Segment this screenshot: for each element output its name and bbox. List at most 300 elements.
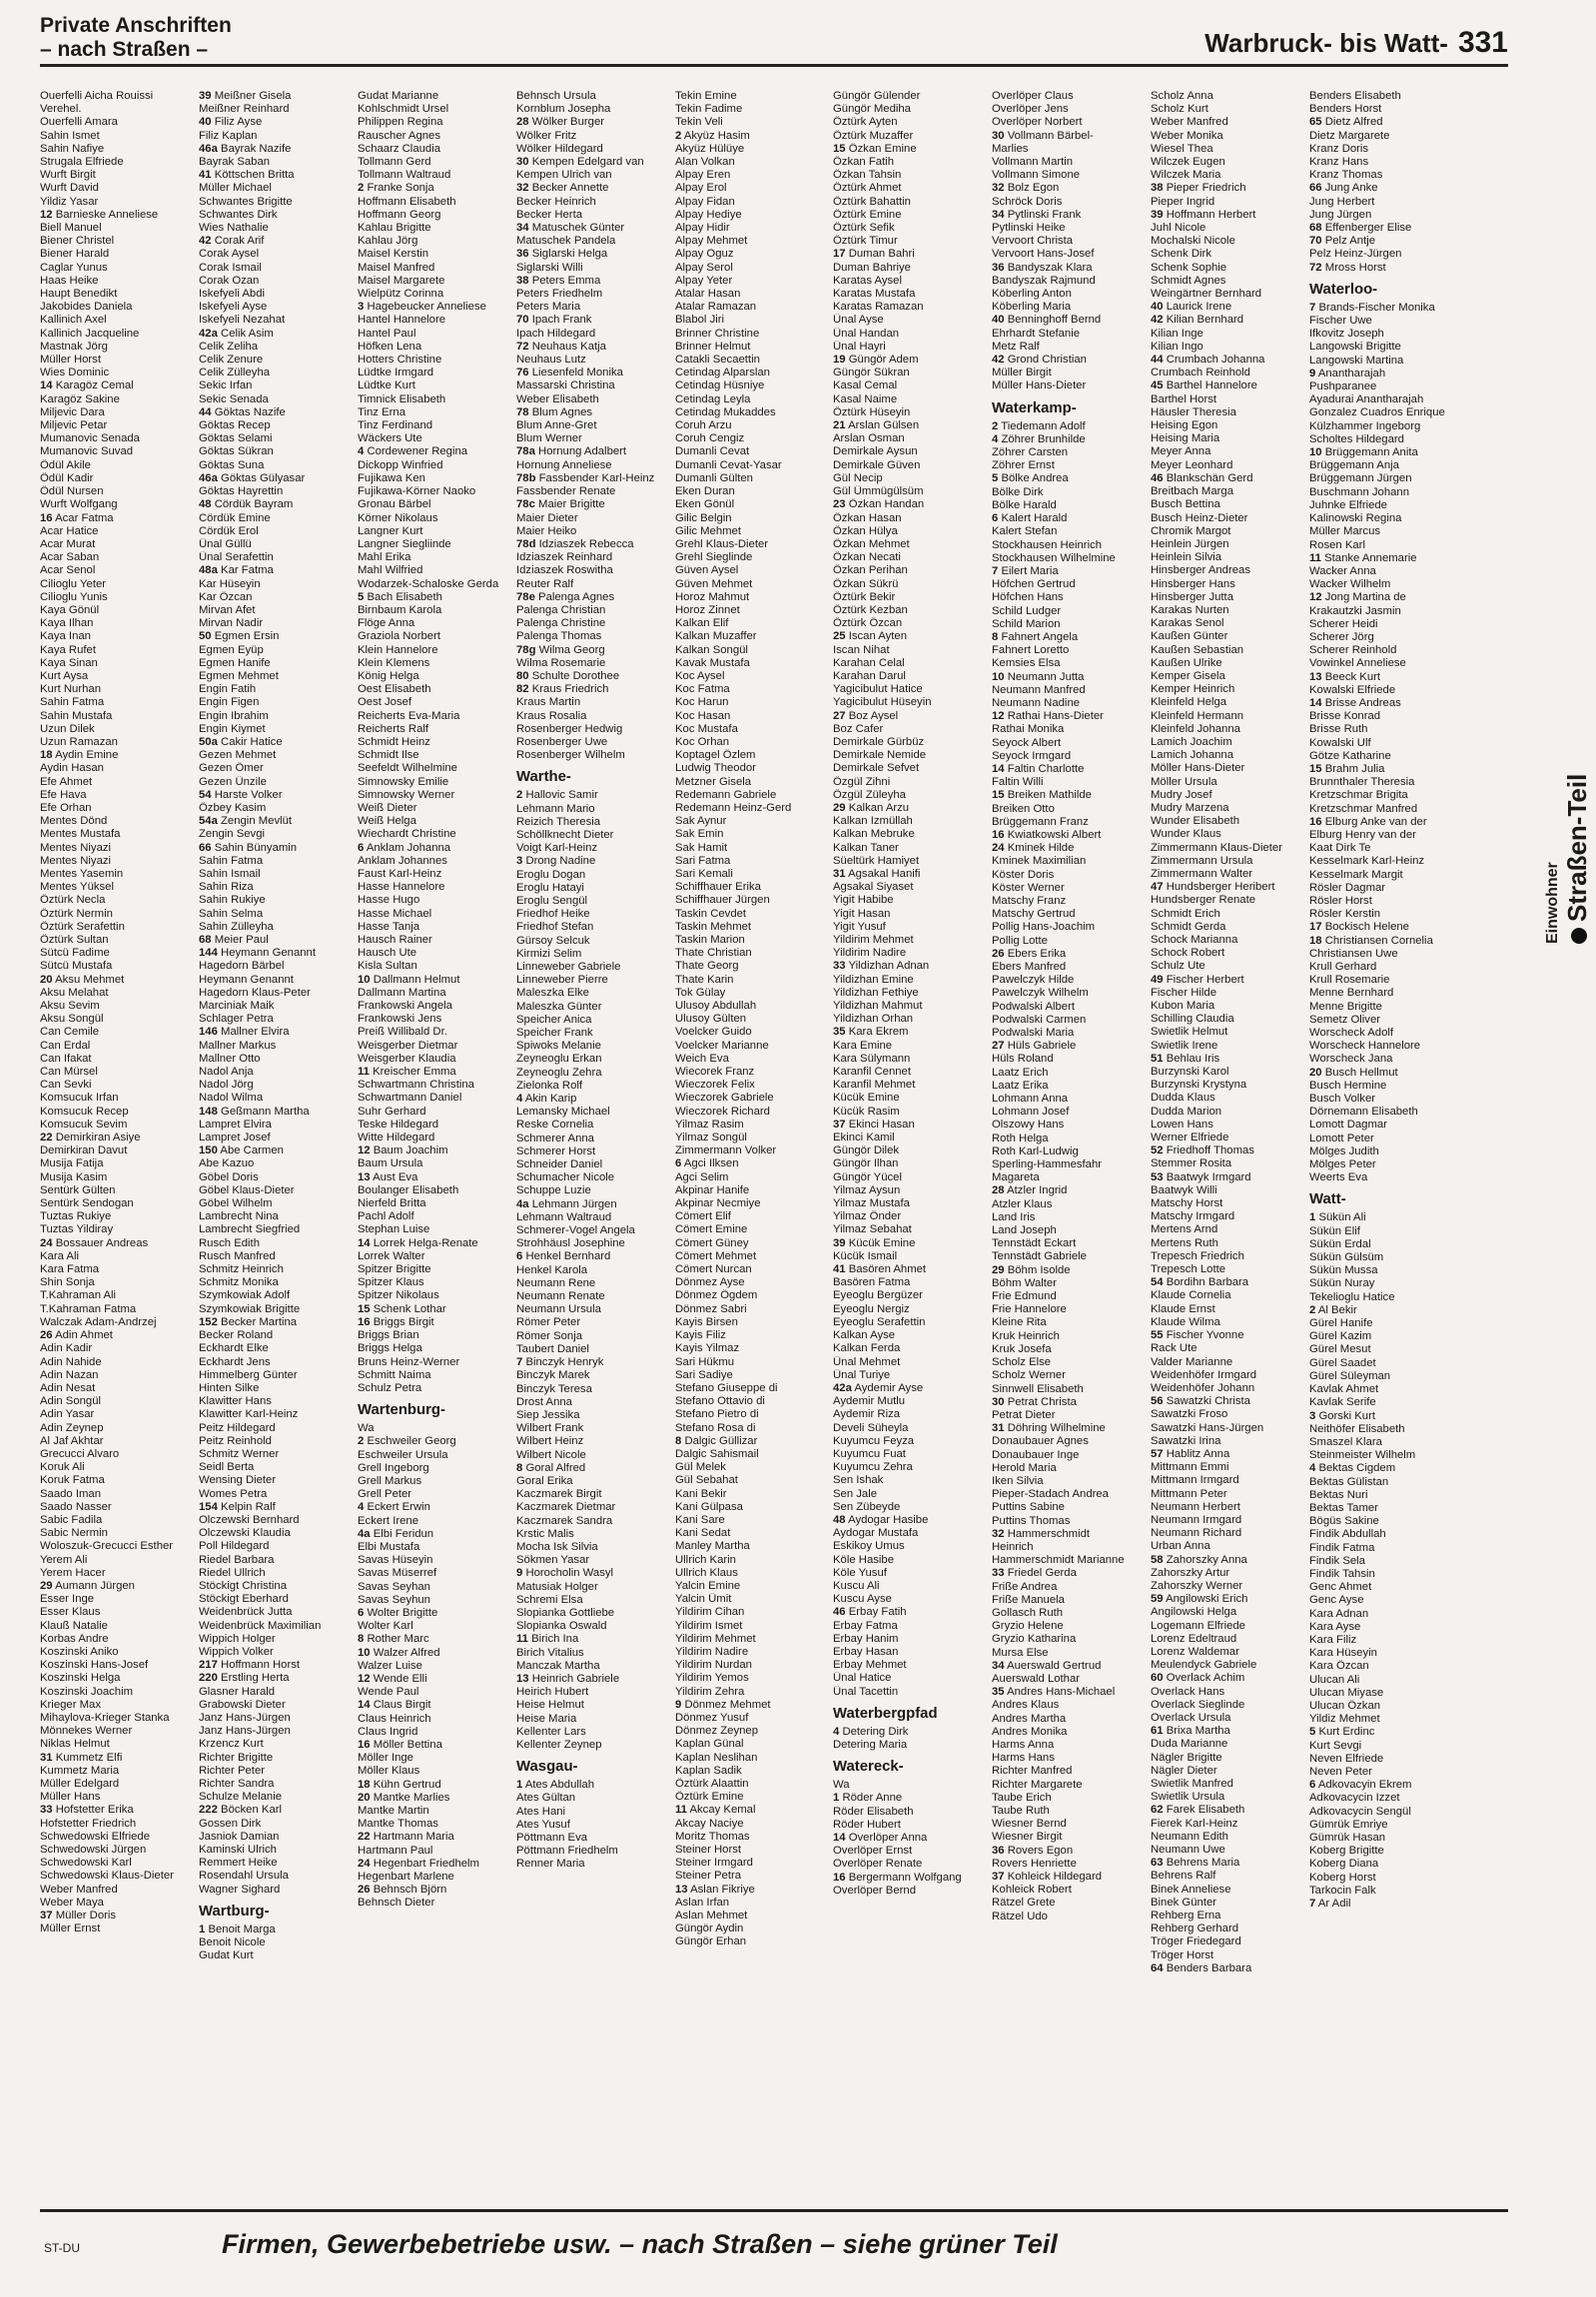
resident-entry: Ates Gültan [515,1792,575,1805]
resident-entry: Gürel Süleyman [1309,1369,1391,1382]
resident-entry: Sabic Fadila [40,1513,103,1526]
resident-entry: Schenk Dirk [1151,248,1212,261]
resident-entry: Kaplan Sadik [674,1764,742,1777]
resident-entry: Kohleick Robert [992,1884,1073,1897]
house-number: 12 [357,1145,371,1157]
resident-entry: Zimmermann Klaus-Dieter [1151,841,1283,854]
resident-entry: Bögüs Sakine [1309,1515,1379,1528]
resident-entry: Pelz Heinz-Jürgen [1309,248,1402,261]
resident-entry: Wiesel Thea [1151,142,1213,155]
resident-entry: Linneweber Gabriele [515,961,621,973]
resident-entry: Yilmaz Sebahat [833,1223,913,1236]
resident-entry: Can Cemile [40,1026,100,1039]
house-number: 10 [357,1646,371,1659]
resident-entry: Mallner Markus [198,1039,277,1052]
resident-entry: Kayis Birsen [674,1315,738,1328]
resident-entry: 15 Özkan Emine [833,142,918,155]
resident-entry: Kranz Hans [1309,156,1369,169]
resident-entry: Filiz Kaplan [198,129,258,142]
running-head-line2: – nach Straßen – [40,38,209,61]
resident-entry: Sak Hamit [674,841,727,854]
resident-entry: 10 Dallmann Helmut [357,973,460,986]
resident-entry: Mantke Thomas [357,1818,438,1831]
resident-entry: Flöge Anna [357,617,415,630]
resident-entry: Frie Hannelore [992,1303,1068,1316]
resident-entry: 53 Baatwyk Irmgard [1151,1170,1251,1183]
resident-entry: Eken Duran [674,485,735,498]
house-number: 48 [833,1513,847,1526]
resident-entry: Manczak Martha [515,1659,600,1672]
resident-entry: Özgül Züleyha [833,788,907,801]
house-number: 1 [515,1779,522,1792]
resident-entry: Kaya Sinan [40,656,98,669]
house-number: 11 [1309,551,1322,564]
resident-entry: 59 Angilowski Erich [1151,1593,1248,1606]
resident-entry: Maisel Manfred [357,261,435,274]
resident-entry: Sahin Selma [198,907,264,920]
resident-entry: Yilmaz Rasim [674,1118,744,1131]
resident-entry: 68 Effenberger Elise [1309,222,1412,235]
resident-entry: Wensing Dieter [198,1474,277,1487]
resident-entry: Trepesch Friedrich [1151,1249,1245,1262]
resident-entry: Komsucuk Sevim [40,1118,128,1131]
house-number: 17 [833,248,847,261]
street-range: Warbruck- bis Watt- [1204,28,1448,58]
resident-entry: Blum Anne-Gret [515,419,597,432]
resident-entry: Aydin Hasan [40,762,104,775]
resident-entry: 54 Harste Volker [198,788,283,801]
resident-entry: Richter Peter [198,1764,265,1777]
resident-entry: Nägler Dieter [1151,1764,1217,1777]
resident-entry: Esser Inge [40,1593,95,1606]
house-number: 52 [1151,1145,1164,1157]
house-number: 24 [992,842,1005,855]
resident-entry: Lamich Joachim [1151,735,1232,748]
resident-entry: Gryzio Helene [992,1620,1065,1633]
house-number: 46 [833,1606,847,1619]
resident-entry: Römer Peter [515,1316,580,1329]
resident-entry: Eroglu Hatayi [515,881,584,894]
resident-entry: Remmert Heike [198,1857,278,1870]
resident-entry: Weisgerber Klaudia [357,1052,456,1065]
resident-entry: Iken Silvia [992,1474,1044,1487]
resident-entry: Egmen Hanife [198,656,271,669]
resident-entry: Kaußen Sebastian [1151,643,1244,656]
resident-entry: Pushparanee [1309,381,1377,393]
resident-entry: 4a Elbi Feridun [357,1527,433,1540]
resident-entry: Kranz Thomas [1309,169,1383,182]
resident-entry: 26 Ebers Erika [992,947,1067,960]
resident-entry: Karanfil Cennet [833,1066,912,1079]
resident-entry: Erbay Mehmet [833,1659,908,1672]
resident-entry: Erbay Hasan [833,1645,899,1658]
resident-entry: Ünal Serafettin [198,551,274,564]
house-number: 42 [992,354,1005,367]
resident-entry: Matschy Horst [1151,1197,1223,1210]
resident-entry: Ulusoy Abdullah [674,1000,756,1013]
resident-entry: Öztürk Timur [833,235,899,248]
house-number: 22 [357,1831,371,1844]
resident-entry: Gilic Mehmet [674,524,741,537]
resident-entry: Thate Karin [674,973,734,986]
resident-entry: Rusch Edith [198,1236,260,1249]
resident-entry: Mönnekes Werner [40,1725,133,1738]
house-number: 37 [833,1118,847,1131]
house-number: 8 [674,1434,681,1447]
resident-entry: Womes Petra [198,1487,268,1500]
resident-entry: Alpay Fidan [674,195,735,208]
resident-entry: Yilmaz Önder [833,1210,902,1223]
resident-entry: 14 Claus Birgit [357,1699,431,1712]
house-number: 16 [833,1871,847,1884]
resident-entry: Tuztas Rukiye [40,1210,112,1223]
resident-entry: Pieper-Stadach Andrea [992,1488,1110,1501]
resident-entry: Sen Ishak [833,1474,884,1487]
resident-entry: Briggs Helga [357,1342,422,1355]
resident-entry: Sahin Rukiye [198,894,266,907]
resident-entry: Simnowsky Emilie [357,775,448,788]
resident-entry: Kuscu Ali [833,1579,880,1592]
resident-entry: Zöhrer Carsten [992,446,1069,459]
resident-entry: Rösler Dagmar [1309,881,1386,894]
section-tab-line2: Straßen-Teil [1562,773,1592,922]
resident-entry: Zielonka Rolf [515,1079,582,1092]
resident-entry: 33 Hofstetter Erika [40,1804,134,1817]
resident-entry: Bektas Tamer [1309,1501,1379,1514]
resident-entry: 28 Wölker Burger [515,116,604,129]
house-number: 34 [992,1659,1005,1672]
resident-entry: Hasse Hannelore [357,881,445,894]
resident-entry: 70 Pelz Antje [1309,235,1376,248]
resident-entry: Marciniak Maik [198,1000,275,1013]
house-number: 6 [1309,1779,1316,1792]
resident-entry: Wagner Sighard [198,1883,281,1896]
resident-entry: Cilioglu Yeter [40,577,107,590]
resident-entry: Krzencz Kurt [198,1738,264,1751]
resident-entry: Swietlik Manfred [1151,1778,1234,1790]
resident-entry: Kara Sülymann [833,1052,911,1065]
resident-entry: Wolter Karl [357,1620,413,1633]
resident-entry: Stöckigt Christina [198,1579,287,1592]
resident-entry: Langner Siegliinde [357,537,451,550]
resident-entry: Wodarzek-Schaloske Gerda [357,577,499,590]
house-number: 40 [992,314,1005,327]
resident-entry: 154 Kelpin Ralf [198,1500,276,1513]
resident-entry: Ehrhardt Stefanie [992,327,1081,340]
resident-entry: Fischer Uwe [1309,315,1372,328]
resident-entry: Kurt Aysa [40,669,89,682]
house-number: 72 [1309,261,1322,274]
resident-entry: Yagicibulut Hüseyin [833,696,932,709]
resident-entry: Wa [833,1779,851,1792]
resident-entry: 44 Göktas Nazife [198,405,286,418]
resident-entry: Adin Nahide [40,1355,102,1368]
resident-entry: Sawatzki Froso [1151,1408,1228,1421]
resident-entry: Özkan Hülya [833,524,899,537]
resident-entry: Can Erdal [40,1039,91,1052]
resident-entry: Cömert Mehmet [674,1249,756,1262]
resident-entry: 29 Aumann Jürgen [40,1579,135,1592]
resident-entry: 12 Baum Joachim [357,1145,448,1157]
resident-entry: Weerts Eva [1309,1171,1368,1184]
resident-entry: Weber Manfred [1151,116,1228,129]
resident-entry: Özkan Necati [833,551,902,564]
resident-entry: Eroglu Sengül [515,894,587,907]
resident-entry: 4 Cordewener Regina [357,445,467,458]
resident-entry: Worscheck Adolf [1309,1027,1394,1040]
resident-entry: Efe Ahmet [40,775,93,788]
resident-entry: Kaya Ilhan [40,617,94,630]
resident-entry: Richter Brigitte [198,1751,274,1764]
resident-entry: Becker Herta [515,208,582,221]
resident-entry: Henkel Karola [515,1263,587,1276]
resident-entry: Gümrük Hasan [1309,1832,1386,1844]
resident-entry: 7 Brands-Fischer Monika [1309,301,1435,314]
resident-entry: Erbay Hanim [833,1632,899,1645]
house-number: 16 [992,828,1005,841]
resident-entry: Dietz Margarete [1309,129,1390,142]
house-number: 27 [833,709,847,722]
resident-entry: Alpay Oguz [674,248,734,261]
resident-entry: Öztürk Sultan [40,934,109,946]
resident-entry: Schmerer Horst [515,1145,595,1157]
resident-entry: Savas Hüseyin [357,1554,433,1567]
resident-entry: Caglar Yunus [40,261,108,274]
resident-entry: Mihaylova-Krieger Stanka [40,1711,170,1724]
resident-entry: Kminek Maximilian [992,855,1087,868]
resident-entry: Öztürk Emine [833,208,902,221]
resident-entry: Hegenbart Marlene [357,1871,454,1884]
resident-entry: Acar Hatice [40,524,99,537]
resident-entry: Eyeoglu Bergüzer [833,1289,924,1302]
resident-entry: Rathai Monika [992,723,1065,736]
house-number: 8 [357,1633,365,1646]
resident-entry: 78 Blum Agnes [515,405,592,418]
house-number: 46 [1151,471,1164,484]
resident-entry: Stefano Giuseppe di [674,1381,778,1394]
house-number: 63 [1151,1857,1164,1870]
resident-entry: Redemann Heinz-Gerd [674,801,791,814]
resident-entry: Vowinkel Anneliese [1309,657,1406,670]
resident-entry: Behnsch Dieter [357,1897,435,1910]
resident-entry: Zeyneoglu Erkan [515,1053,602,1066]
resident-entry: Yildirim Zehra [674,1685,744,1698]
house-number: 24 [40,1236,53,1249]
resident-entry: Zahorszky Werner [1151,1579,1243,1592]
resident-entry: Kalkan Muzaffer [674,630,757,643]
house-number: 60 [1151,1672,1164,1685]
resident-entry: Yildirim Nurdan [674,1659,752,1672]
house-number: 12 [357,1672,371,1685]
resident-entry: Gonzalez Cuadros Enrique [1309,406,1445,419]
resident-entry: 26 Behnsch Björn [357,1884,447,1897]
resident-entry: Ebers Manfred [992,961,1067,973]
resident-entry: Maier Heiko [515,524,577,537]
resident-entry: Kraus Martin [515,696,580,709]
resident-entry: 28 Atzler Ingrid [992,1184,1068,1197]
resident-entry: 34 Matuschek Günter [515,222,624,235]
resident-entry: Kani Sare [674,1513,725,1526]
resident-entry: Pawelczyk Wilhelm [992,987,1090,1000]
resident-entry: 46a Göktas Gülyasar [198,471,306,484]
resident-entry: Marlies [992,142,1029,155]
resident-entry: 47 Hundsberger Heribert [1151,881,1275,894]
house-number: 14 [833,1832,847,1844]
house-number: 5 [357,590,365,603]
resident-entry: Genc Ayse [1309,1594,1364,1607]
resident-entry: Scholz Kurt [1151,103,1209,116]
resident-entry: Mudry Marzena [1151,801,1229,814]
house-number: 78c [515,498,535,511]
resident-entry: Burzynski Krystyna [1151,1079,1247,1092]
resident-entry: 30 Petrat Christa [992,1395,1078,1408]
resident-entry: Atzler Klaus [992,1197,1053,1210]
resident-entry: Schiffhauer Erika [674,881,761,894]
resident-entry: Kemper Heinrich [1151,683,1235,696]
resident-entry: 42 Kilian Bernhard [1151,314,1244,327]
house-number: 15 [833,142,847,155]
resident-entry: Wurft Birgit [40,169,96,182]
resident-entry: Agsakal Siyaset [833,881,914,894]
resident-entry: Mursa Else [992,1646,1049,1659]
resident-entry: Engin Kiymet [198,722,266,735]
resident-entry: Cömert Elif [674,1210,731,1223]
house-number: 14 [357,1236,371,1249]
resident-entry: Spitzer Nikolaus [357,1289,439,1302]
resident-entry: Maisel Kerstin [357,248,428,261]
resident-entry: Andres Martha [992,1712,1067,1725]
resident-entry: 72 Neuhaus Katja [515,340,606,353]
footer-rule [40,2209,1508,2212]
directory-column [40,90,199,2197]
resident-entry: Esser Klaus [40,1606,101,1619]
house-number: 5 [1309,1726,1316,1739]
resident-entry: Swietlik Ursula [1151,1791,1225,1804]
resident-entry: Hoffmann Elisabeth [357,195,456,208]
resident-entry: Jakobides Daniela [40,301,133,314]
resident-entry: 80 Schulte Dorothee [515,669,619,682]
resident-entry: Linneweber Pierre [515,974,608,987]
resident-entry: 9 Dönmez Mehmet [674,1698,771,1711]
resident-entry: 7 Binczyk Henryk [515,1356,604,1369]
resident-entry: Kurt Sevgi [1309,1739,1362,1752]
resident-entry: Semetz Oliver [1309,1013,1381,1026]
resident-entry: Kretzschmar Manfred [1309,802,1418,815]
resident-entry: Ünal Hayri [833,340,887,353]
resident-entry: Matschy Gertrud [992,908,1076,921]
resident-entry: Can Mürsel [40,1066,98,1079]
resident-entry: Kummetz Maria [40,1764,120,1777]
resident-entry: Overlöper Ernst [833,1845,913,1858]
resident-entry: Öztürk Serafettin [40,920,125,933]
resident-entry: Sak Emin [674,828,723,841]
resident-entry: 27 Hüls Gabriele [992,1040,1077,1053]
resident-entry: Hotters Christine [357,354,442,367]
resident-entry: Richter Margarete [992,1778,1083,1791]
resident-entry: Öztürk Muzaffer [833,129,914,142]
resident-entry: Dönmez Zeynep [674,1725,758,1738]
resident-entry: Kleinfeld Hermann [1151,709,1244,722]
resident-entry: Busch Bettina [1151,498,1221,511]
resident-entry: Uzun Ramazan [40,735,118,748]
resident-entry: Neumann Uwe [1151,1844,1226,1857]
resident-entry: Grell Markus [357,1474,421,1487]
resident-entry: 12 Jong Martina de [1309,591,1406,604]
resident-entry: Schmidt Erich [1151,907,1221,920]
resident-entry: Meyer Leonhard [1151,458,1233,471]
resident-entry: Özgül Zihni [833,775,891,788]
house-number: 35 [992,1686,1005,1699]
resident-entry: Benders Horst [1309,103,1382,116]
resident-entry: Karakas Nurten [1151,603,1229,616]
resident-entry: Grell Ingeborg [357,1461,429,1474]
resident-entry: 8 Dalgic Güllizar [674,1434,757,1447]
resident-entry: 4 Akin Karip [515,1093,577,1106]
resident-entry: Mirvan Nadir [198,617,264,630]
resident-entry: Pöttmann Eva [515,1832,587,1844]
resident-entry: Hornung Anneliese [515,458,612,471]
resident-entry: Peitz Hildegard [198,1421,276,1434]
resident-entry: Graziola Norbert [357,630,440,643]
resident-entry: Binek Anneliese [1151,1883,1231,1896]
resident-entry: Sen Jale [833,1487,878,1500]
resident-entry: Podwalski Carmen [992,1013,1087,1026]
resident-entry: Podwalski Albert [992,1000,1076,1013]
resident-entry: Smaszel Klara [1309,1435,1383,1448]
resident-entry: Kalkan Elif [674,617,729,630]
resident-entry: Cömert Nurcan [674,1263,752,1276]
resident-entry: Güngör Dilek [833,1145,900,1157]
resident-entry: Kalkan Songül [674,643,748,656]
resident-entry: 8 Goral Alfred [515,1461,585,1474]
resident-entry: Ünal Handan [833,327,900,340]
resident-entry: Basören Fatma [833,1276,911,1289]
resident-entry: Nadol Wilma [198,1092,264,1105]
resident-entry: Lampret Josef [198,1132,271,1145]
resident-entry: Breitbach Marga [1151,485,1234,498]
resident-entry: 29 Kalkan Arzu [833,801,910,814]
resident-entry: Bruns Heinz-Werner [357,1355,460,1368]
resident-entry: 32 Hammerschmidt [992,1527,1091,1540]
resident-entry: Göktas Recep [198,419,271,432]
resident-entry: 32 Bolz Egon [992,182,1060,195]
resident-entry: 78g Wilma Georg [515,643,605,656]
resident-entry: Mahl Erika [357,551,411,564]
resident-entry: Neumann Manfred [992,683,1087,696]
resident-entry: 36 Bandyszak Klara [992,261,1093,274]
resident-entry: Zimmermann Walter [1151,867,1253,880]
resident-entry: Mentes Niyazi [40,841,112,854]
resident-entry: Musija Fatija [40,1157,104,1170]
house-number: 28 [992,1184,1005,1197]
resident-entry: 7 Ar Adil [1309,1898,1351,1911]
resident-entry: Genc Ahmet [1309,1581,1372,1594]
resident-entry: Neumann Renate [515,1290,605,1303]
resident-entry: Kaya Inan [40,630,91,643]
resident-entry: Maier Dieter [515,511,578,524]
resident-entry: Kalkan Mebruke [833,828,916,841]
resident-entry: Komsucuk Irfan [40,1092,119,1105]
resident-entry: Boz Cafer [833,722,884,735]
resident-entry: Schwantes Brigitte [198,195,293,208]
resident-entry: Klein Hannelore [357,643,438,656]
resident-entry: Kayis Filiz [674,1329,726,1342]
resident-entry: Tekin Fadime [674,103,742,116]
house-number: 18 [357,1778,371,1791]
resident-entry: Neithöfer Elisabeth [1309,1422,1405,1435]
house-number: 38 [1151,182,1164,195]
resident-entry: Kaya Rufet [40,643,96,656]
